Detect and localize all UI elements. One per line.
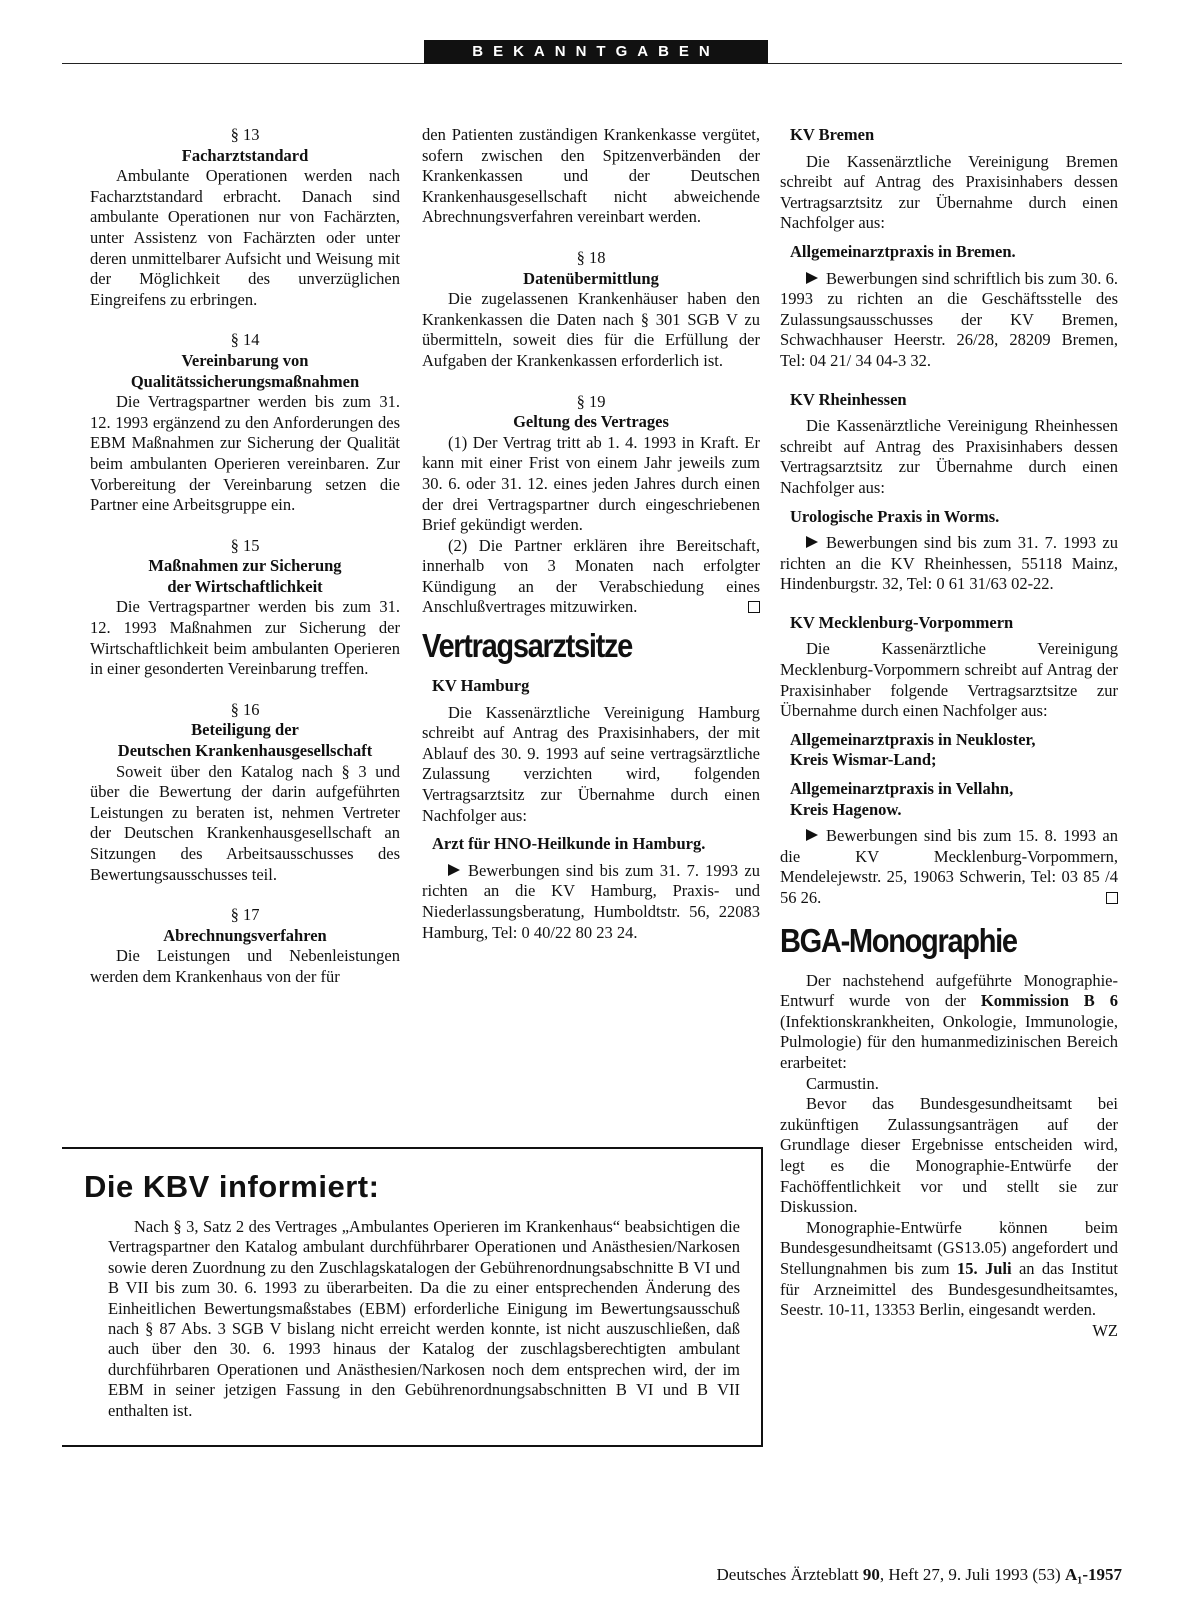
arrow-right-icon bbox=[448, 864, 460, 876]
bga-p1-text-c: (Infektionskrankheiten, Onkologie, Immunologie, Pulmologie) für den humanmedizinischen Bereich erarbeitet: bbox=[780, 1011, 1118, 1072]
section-title: Geltung des Vertrages bbox=[513, 412, 669, 432]
kv-rheinhessen-apply-text: Bewerbungen sind bis zum 31. 7. 1993 zu richten an die KV Rheinhessen, 55118 Mainz, Hindenburgstr. 32, Tel: 0 61 31/63 02-22. bbox=[780, 533, 1118, 594]
kv-mv-practice-1-line-1: Allgemeinarztpraxis in Neukloster, bbox=[790, 729, 1036, 749]
kv-mv-practice-2-line-1: Allgemeinarztpraxis in Vellahn, bbox=[790, 779, 1014, 799]
kv-bremen-apply bbox=[780, 269, 1118, 372]
kv-mv-heading: KV Mecklenburg-Vorpommern bbox=[790, 612, 1014, 632]
end-box-icon bbox=[748, 601, 760, 613]
kv-rheinhessen-heading: KV Rheinhessen bbox=[790, 389, 907, 409]
kv-hamburg-apply bbox=[422, 861, 760, 943]
bga-paragraph-3: Bevor das Bundesgesundheitsamt bei zukünftigen Zulassungsanträgen auf der Grundlage dieser Ergebnisse entscheiden wird, legt es die Monographie-Entwürfe der Fachöffentlichkeit vor und stellt sie zur Diskussion. bbox=[780, 1094, 1118, 1217]
heading-bga-monographie: BGA-Monographie bbox=[780, 921, 1017, 959]
bga-signature: WZ bbox=[1092, 1320, 1118, 1340]
arrow-right-icon bbox=[806, 272, 818, 284]
section-number: § 19 bbox=[576, 391, 606, 411]
kv-mv-practice-2-line-2: Kreis Hagenow. bbox=[790, 799, 902, 819]
kv-hamburg-apply-text: Bewerbungen sind bis zum 31. 7. 1993 zu richten an die KV Hamburg, Praxis- und Niederlassungsberatung, Humboldtstr. 56, 22083 Hamburg, Tel: 0 40/22 80 23 24. bbox=[422, 860, 760, 942]
section-text: Soweit über den Katalog nach § 3 und über die Bewertung der darin aufgeführten Leistungen zu beraten ist, nehmen Vertreter der Deutschen Krankenhausgesellschaft an Sitzungen des Arbeitsausschusses des Bewertungsausschusses teil. bbox=[90, 761, 400, 884]
kv-mv-text: Die Kassenärztliche Vereinigung Mecklenburg-Vorpommern schreibt auf Antrag der Praxisinhaber folgende Vertragsarztsitze zur Übernahme durch einen Nachfolger aus: bbox=[780, 639, 1118, 721]
column-3 bbox=[780, 125, 1118, 1341]
section-number: § 16 bbox=[230, 699, 260, 719]
bga-p1-text-a: Der nachstehend aufgeführte Monographie-Entwurf wurde von der bbox=[780, 970, 1118, 1011]
kbv-box-top-border bbox=[62, 1147, 762, 1149]
section-title-line-1: Maßnahmen zur Sicherung bbox=[148, 556, 342, 576]
kv-rheinhessen-apply bbox=[780, 533, 1118, 595]
section-19 bbox=[422, 392, 760, 619]
kbv-title: Die KBV informiert: bbox=[84, 1169, 380, 1204]
section-banner: BEKANNTGABEN bbox=[424, 40, 768, 64]
section-13 bbox=[90, 125, 400, 310]
column-1 bbox=[90, 125, 400, 1008]
section-number: § 17 bbox=[230, 905, 260, 925]
kbv-info-box bbox=[62, 1147, 762, 1447]
section-text-2-body: (2) Die Partner erklären ihre Bereitschaft, innerhalb von 3 Monaten nach erfolgter Kündigung an der Verabschiedung eines Anschlußvertrages mitzuwirken. bbox=[422, 535, 760, 617]
bga-p4-deadline: 15. Juli bbox=[956, 1258, 1012, 1278]
section-18 bbox=[422, 248, 760, 372]
section-text-2 bbox=[422, 536, 760, 618]
kv-mv-apply-text: Bewerbungen sind bis zum 15. 8. 1993 an die KV Mecklenburg-Vorpommern, Mendelejewstr. 25, 19063 Schwerin, Tel: 03 85 /4 56 26. bbox=[780, 826, 1118, 907]
kv-rheinhessen-text: Die Kassenärztliche Vereinigung Rheinhessen schreibt auf Antrag des Praxisinhabers dessen Vertragsarztsitz zur Übernahme durch einen Nachfolger aus: bbox=[780, 416, 1118, 497]
end-box-icon bbox=[1106, 892, 1118, 904]
section-title-line-2: Qualitätssicherungsmaßnahmen bbox=[130, 371, 360, 391]
section-17 bbox=[90, 905, 400, 987]
footer-volume: 90 bbox=[862, 1565, 880, 1584]
section-17-continued bbox=[422, 125, 760, 228]
kv-bremen-apply-text: Bewerbungen sind schriftlich bis zum 30. 6. 1993 zu richten an die Geschäftsstelle des Zulassungsausschusses der KV Bremen, Schwachhauser Heerstr. 26/28, 28209 Bremen, Tel: 04 21/ 34 04-3 32. bbox=[780, 268, 1118, 370]
section-text-1: (1) Der Vertrag tritt ab 1. 4. 1993 in Kraft. Er kann mit einer Frist von einem Jahr jeweils zum 30. 6. oder 31. 12. eines jeden Jahres durch einen der drei Vertragspartner durch eingeschriebenen Brief gekündigt werden. bbox=[422, 432, 760, 535]
section-text: den Patienten zuständigen Krankenkasse vergütet, sofern zwischen den Spitzenverbänden der Krankenkassen und der Deutschen Krankenhausgesellschaft nicht abweichende Abrechnungsverfahren vereinbart werden. bbox=[422, 125, 760, 227]
section-title-line-1: Vereinbarung von bbox=[181, 350, 309, 370]
arrow-right-icon bbox=[806, 536, 818, 548]
kbv-box-right-border bbox=[761, 1147, 763, 1447]
section-text: Die zugelassenen Krankenhäuser haben den Krankenkassen die Daten nach § 301 SGB V zu übermitteln, soweit dies für die Erfüllung der Aufgaben der Krankenkassen erforderlich ist. bbox=[422, 289, 760, 370]
kv-hamburg-text: Die Kassenärztliche Vereinigung Hamburg schreibt auf Antrag des Praxisinhabers, der mit Ablauf des 30. 9. 1993 auf seine vertragsärztliche Zulassung verzichten wird, folgenden Vertragsarztsitz zur Übernahme durch einen Nachfolger aus: bbox=[422, 702, 760, 825]
section-15 bbox=[90, 536, 400, 680]
heading-vertragsarztsitze: Vertragsarztsitze bbox=[422, 627, 633, 665]
section-title-line-1: Beteiligung der bbox=[191, 720, 299, 740]
bga-p4-text-c: an das Institut für Arzneimittel des Bundesgesundheitsamtes, Seestr. 10-11, 13353 Berlin, eingesandt werden. bbox=[780, 1258, 1118, 1320]
section-14 bbox=[90, 330, 400, 515]
kv-mv-practice-1 bbox=[790, 730, 1118, 771]
section-number: § 15 bbox=[230, 535, 260, 555]
bga-paragraph-1 bbox=[780, 971, 1118, 1074]
bga-p4-text-a: Monographie-Entwürfe können beim Bundesgesundheitsamt (GS13.05) angefordert und Stellungnahmen bis zum bbox=[780, 1217, 1118, 1278]
section-text: Die Vertragspartner werden bis zum 31. 12. 1993 ergänzend zu den Anforderungen des EBM Maßnahmen zur Sicherung der Qualität beim ambulanten Operieren vereinbaren. Zur Vorbereitung der Vereinbarung setzen die Partner eine Arbeitsgruppe ein. bbox=[90, 392, 400, 515]
kv-mv-practice-1-line-2: Kreis Wismar-Land; bbox=[790, 750, 937, 770]
section-16 bbox=[90, 700, 400, 885]
bga-p1-commission: Kommission B 6 bbox=[980, 991, 1118, 1011]
section-title: Abrechnungsverfahren bbox=[163, 925, 327, 945]
section-text: Die Leistungen und Nebenleistungen werden dem Krankenhaus von der für bbox=[90, 946, 400, 986]
footer-journal: Deutsches Ärzteblatt bbox=[716, 1565, 863, 1584]
kv-mv-practice-2 bbox=[790, 779, 1118, 820]
kbv-box-bottom-border bbox=[62, 1445, 762, 1447]
arrow-right-icon bbox=[806, 829, 818, 841]
section-title-line-2: der Wirtschaftlichkeit bbox=[167, 576, 323, 596]
kv-hamburg-practice: Arzt für HNO-Heilkunde in Hamburg. bbox=[432, 834, 706, 854]
bga-paragraph-4 bbox=[780, 1217, 1118, 1340]
footer-page-number: A₁-1957 bbox=[1064, 1565, 1122, 1584]
column-2 bbox=[422, 125, 760, 943]
kv-mv-apply bbox=[780, 826, 1118, 908]
section-title: Datenübermittlung bbox=[523, 268, 659, 288]
kv-hamburg-heading: KV Hamburg bbox=[432, 676, 530, 696]
footer-issue: , Heft 27, 9. Juli 1993 (53) bbox=[879, 1565, 1065, 1584]
section-title: Facharztstandard bbox=[181, 145, 309, 165]
section-number: § 13 bbox=[230, 125, 260, 144]
section-number: § 14 bbox=[230, 330, 260, 350]
bga-paragraph-2: Carmustin. bbox=[806, 1073, 879, 1093]
kbv-text: Nach § 3, Satz 2 des Vertrages „Ambulantes Operieren im Krankenhaus“ beabsichtigen die Vertragspartner den Katalog ambulant durchführbarer Operationen und Anästhesien/Narkosen sowie deren Zuordnung zu den Zuschlagskatalogen der Gebührenordnungsabschnitte B VI und B VII bis zum 30. 6. 1993 zu überarbeiten. Da die zu einer entsprechenden Änderung des Einheitlichen Bewertungsmaßstabes (EBM) erforderliche Einigung im Bewertungsausschuß nach § 87 Abs. 3 SGB V bislang nicht erreicht werden konnte, ist nicht auszuschließen, daß auch über den 30. 6. 1993 hinaus der Katalog der zuschlagsberechtigten ambulant durchführbaren Operationen und Anästhesien/Narkosen noch dem entsprechen wird, der im EBM in seiner jetzigen Fassung in den Gebührenordnungsabschnitten B VI und B VII enthalten ist. bbox=[108, 1217, 740, 1420]
kv-bremen-text: Die Kassenärztliche Vereinigung Bremen schreibt auf Antrag des Praxisinhabers dessen Vertragsarztsitz zur Übernahme durch einen Nachfolger aus: bbox=[780, 151, 1118, 233]
section-text: Die Vertragspartner werden bis zum 31. 12. 1993 Maßnahmen zur Sicherung der Wirtschaftlichkeit beim ambulanten Operieren in einer gesonderten Vereinbarung treffen. bbox=[90, 597, 400, 679]
kv-bremen-practice: Allgemeinarztpraxis in Bremen. bbox=[790, 241, 1016, 261]
page-footer bbox=[717, 1565, 1122, 1585]
kv-rheinhessen-practice: Urologische Praxis in Worms. bbox=[790, 506, 1000, 526]
section-number: § 18 bbox=[576, 247, 606, 267]
section-text: Ambulante Operationen werden nach Facharztstandard erbracht. Danach sind ambulante Operationen nur von Fachärzten, unter Assistenz von Fachärzten oder unter deren unmittelbarer Aufsicht und Weisung mit der Möglichkeit des unverzüglichen Eingreifens zu erbringen. bbox=[90, 166, 400, 309]
section-title-line-2: Deutschen Krankenhausgesellschaft bbox=[117, 741, 373, 761]
kv-bremen-heading: KV Bremen bbox=[790, 125, 875, 144]
